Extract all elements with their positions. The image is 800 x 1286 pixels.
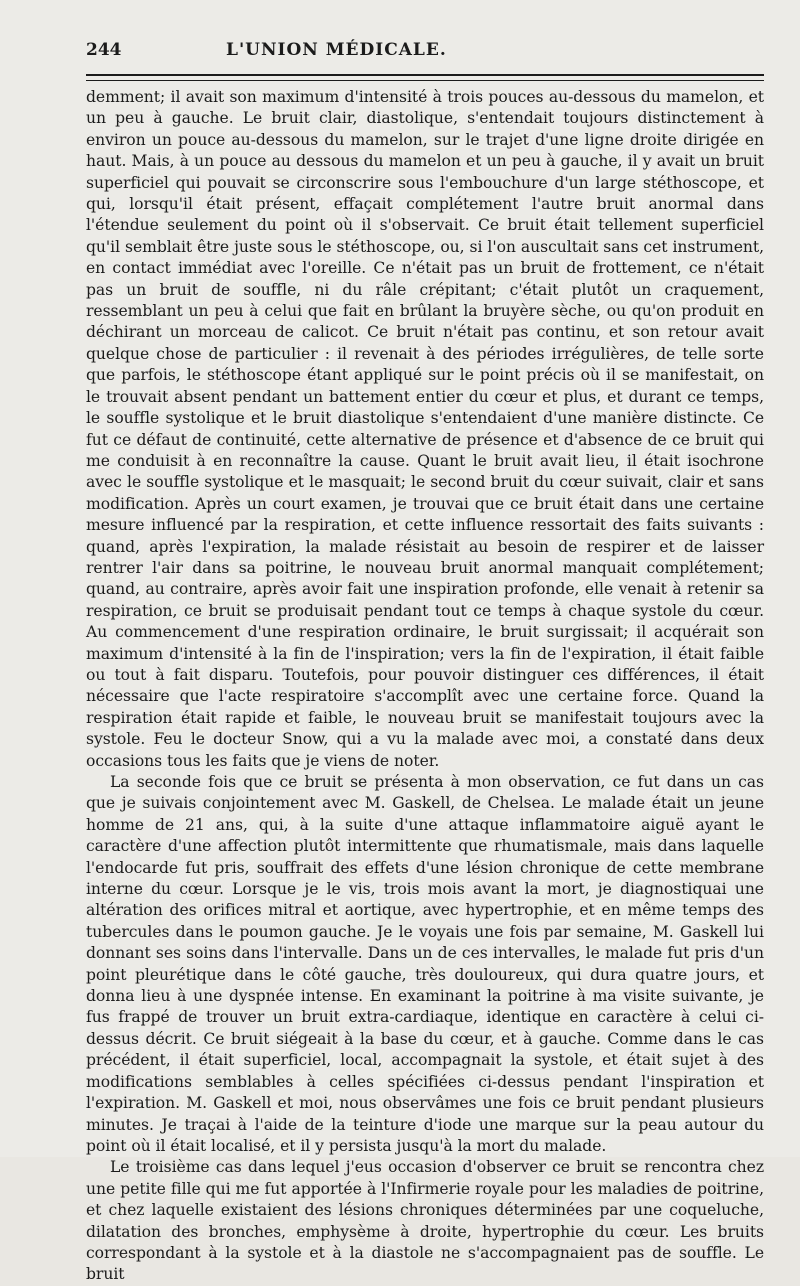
page-number: 244 xyxy=(86,40,122,60)
article-body xyxy=(86,87,764,1286)
paragraph-1: demment; il avait son maximum d'intensité à trois pouces au-dessous du mamelon, et un peu à gauche. Le bruit clair, diastolique, s'entendait toujours distinctement à environ un pouce au-dessous du mamelon, sur le trajet d'une ligne droite dirigée en haut. Mais, à un pouce au dessous du mamelon et un peu à gauche, il y avait un bruit superficiel qui pouvait se circonscrire sous l'embouchure d'un large stéthoscope, et qui, lorsqu'il était présent, effaçait complétement l'autre bruit anormal dans l'étendue seulement du point où il s'observait. Ce bruit était tellement superficiel qu'il semblait être juste sous le stéthoscope, ou, si l'on auscultait sans cet instrument, en contact immédiat avec l'oreille. Ce n'était pas un bruit de frottement, ce n'était pas un bruit de souffle, ni du râle crépitant; c'était plutôt un craquement, ressemblant un peu à celui que fait en brûlant la bruyère sèche, ou qu'on produit en déchirant un morceau de calicot. Ce bruit n'était pas continu, et son retour avait quelque chose de particulier : il revenait à des périodes irrégulières, de telle sorte que parfois, le stéthoscope étant appliqué sur le point précis où il se manifestait, on le trouvait absent pendant un battement entier du cœur et plus, et durant ce temps, le souffle systolique et le bruit diastolique s'entendaient d'une manière distincte. Ce fut ce défaut de continuité, cette alternative de présence et d'absence de ce bruit qui me conduisit à en reconnaître la cause. Quant le bruit avait lieu, il était isochrone avec le souffle systolique et le masquait; le second bruit du cœur suivait, clair et sans modification. Après un court examen, je trouvai que ce bruit était dans une certaine mesure influencé par la respiration, et cette influence ressortait des faits suivants : quand, après l'expiration, la malade résistait au besoin de respirer et de laisser rentrer l'air dans sa poitrine, le nouveau bruit anormal manquait complétement; quand, au contraire, après avoir fait une inspiration profonde, elle venait à retenir sa respiration, ce bruit se produisait pendant tout ce temps à chaque systole du cœur. Au commencement d'une respiration ordinaire, le bruit surgissait; il acquérait son maximum d'intensité à la fin de l'inspiration; vers la fin de l'expiration, il était faible ou tout à fait disparu. Toutefois, pour pouvoir distinguer ces différences, il était nécessaire que l'acte respiratoire s'accomplît avec une certaine force. Quand la respiration était rapide et faible, le nouveau bruit se manifestait toujours avec la systole. Feu le docteur Snow, qui a vu la malade avec moi, a constaté dans deux occasions tous les faits que je viens de noter. xyxy=(86,88,764,770)
header-rule-thin xyxy=(86,80,764,81)
paragraph-3: Le troisième cas dans lequel j'eus occasion d'observer ce bruit se rencontra chez une petite fille qui me fut apportée à l'Infirmerie royale pour les maladies de poitrine, et chez laquelle existaient des lésions chroniques déterminées par une coqueluche, dilatation des bronches, emphysème à droite, hypertrophie du cœur. Les bruits correspondant à la systole et à la diastole ne s'accompagnaient pas de souffle. Le bruit xyxy=(86,1158,764,1284)
paragraph-2: La seconde fois que ce bruit se présenta à mon observation, ce fut dans un cas que je suivais conjointement avec M. Gaskell, de Chelsea. Le malade était un jeune homme de 21 ans, qui, à la suite d'une attaque inflammatoire aiguë ayant le caractère d'une affection plutôt intermittente que rhumatismale, mais dans laquelle l'endocarde fut pris, souffrait des effets d'une lésion chronique de cette membrane interne du cœur. Lorsque je le vis, trois mois avant la mort, je diagnostiquai une altération des orifices mitral et aortique, avec hypertrophie, et en même temps des tubercules dans le poumon gauche. Je le voyais une fois par semaine, M. Gaskell lui donnant ses soins dans l'intervalle. Dans un de ces intervalles, le malade fut pris d'un point pleurétique dans le côté gauche, très douloureux, qui dura quatre jours, et donna lieu à une dyspnée intense. En examinant la poitrine à ma visite suivante, je fus frappé de trouver un bruit extra-cardiaque, identique en caractère à celui ci-dessus décrit. Ce bruit siégeait à la base du cœur, et à gauche. Comme dans le cas précédent, il était superficiel, local, accompagnait la systole, et était sujet à des modifications semblables à celles spécifiées ci-dessus pendant l'inspiration et l'expiration. M. Gaskell et moi, nous observâmes une fois ce bruit pendant plusieurs minutes. Je traçai à l'aide de la teinture d'iode une marque sur la peau autour du point où il était localisé, et il y persista jusqu'à la mort du malade. xyxy=(86,773,764,1155)
page-header xyxy=(86,40,764,70)
journal-title: L'UNION MÉDICALE. xyxy=(226,40,447,60)
header-rule xyxy=(86,74,764,76)
